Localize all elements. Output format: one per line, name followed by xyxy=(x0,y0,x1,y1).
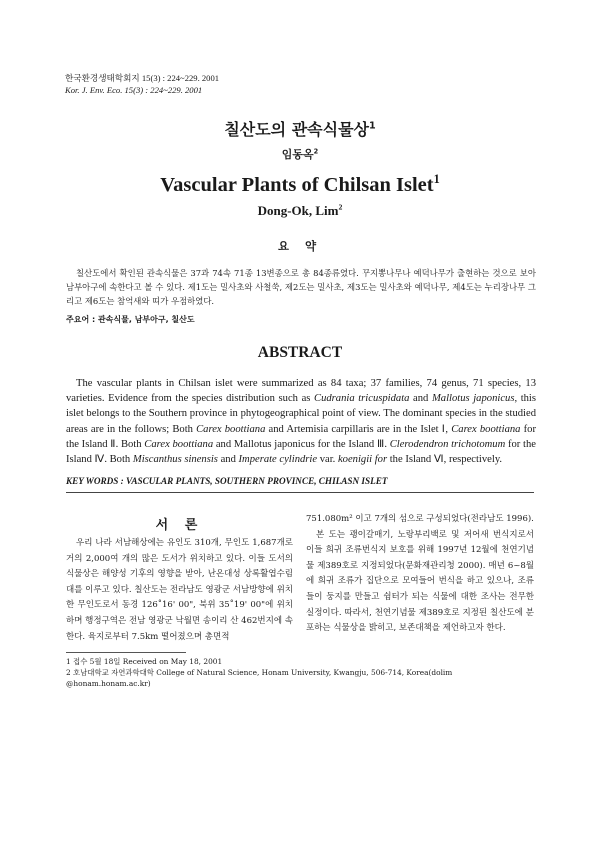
footnote-1: 1 접수 5월 18일 Received on May 18, 2001 xyxy=(66,657,223,666)
intro-left-column: 우리 나라 서남해상에는 유인도 310개, 무인도 1,687개로 거의 2,000여 개의 많은 도서가 위치하고 있다. 이들 도서의 식물상은 해양성 기후의 영향을 받아, 난온대성 상록활엽수림대를 이루고 있다. 칠산도는 전라남도 영광군 서남방향에 위치한 무인도로서 동경 126˚16' 00", 북위 35˚19' 00"에 위치하며 행정구역은 전남 영광군 낙월면 송이리 산 462번지에 속한다. 육지로부터 7.5km 떨어졌으며 총면적 xyxy=(66,538,293,642)
title-korean-text: 칠산도의 관속식물상 xyxy=(224,120,369,139)
species-name: Clerodendron trichotomum xyxy=(389,438,506,450)
species-name: Mallotus japonicus xyxy=(431,393,515,405)
author-korean-text: 임동옥 xyxy=(281,148,314,161)
species-name: Carex boottiana xyxy=(196,423,266,435)
species-name: Miscanthus sinensis xyxy=(132,454,218,466)
species-name: Imperate cylindrie xyxy=(238,454,318,466)
author-english xyxy=(0,203,600,219)
abstract-part: var. xyxy=(317,454,338,466)
species-name: Cudrania tricuspidata xyxy=(314,393,410,405)
species-name: Carex boottiana xyxy=(144,438,214,450)
abstract-part: and Artemisia carpillaris are in the Islet Ⅰ, xyxy=(265,423,452,435)
author-english-text: Dong-Ok, Lim xyxy=(257,203,339,218)
section-divider xyxy=(66,492,534,493)
intro-right-para-1: 751.080m² 이고 7개의 섬으로 구성되었다(전라남도 1996). xyxy=(306,514,534,524)
intro-right-para-2: 본 도는 괭이갈매기, 노랑부리백로 및 저어새 번식지로서 이들 희귀 조류번식지 보호를 위해 1997년 12월에 천연기념물 제389호로 지정되었다(문화재관리청 2000). 매년 6~8월에 희귀 조류가 집단으로 모여들어 번식을 하고 있으나, 조류들이 둥지를 만들고 쉼터가 되는 식물에 대한 조사는 전무한 실정이다. 따라서, 천연기념물 제389호로 지정된 칠산도에 분포하는 식물상을 밝히고, 보존대책을 제언하고자 한다. xyxy=(306,529,534,634)
abstract-part: for the Island Ⅱ. Both xyxy=(66,423,536,450)
summary-ko-text: 칠산도에서 확인된 관속식물은 37과 74속 71종 13변종으로 총 84종류였다. 꾸지뽕나무나 예덕나무가 출현하는 것으로 보아 남부아구에 속한다고 볼 수 있다. 제1도는 밀사초와 사철쑥, 제2도는 밀사초, 제3도는 밀사초와 예덕나무, 제4도는 누리장나무 그리고 제6도는 참억새와 띠가 우점하였다. xyxy=(66,268,536,306)
title-korean-sup: 1 xyxy=(369,120,376,132)
author-korean xyxy=(0,146,600,162)
abstract-part: and xyxy=(217,454,239,466)
footnote-2: 2 호남대학교 자연과학대학 College of Natural Science, Honam University, Kwangju, 506-714, Korea(dolim @honam.honam.ac.kr) xyxy=(66,668,453,688)
title-english-text: Vascular Plants of Chilsan Islet xyxy=(160,174,434,196)
abstract-part: and Mallotus japonicus for the Island Ⅲ. xyxy=(213,438,390,450)
abstract-part: The vascular plants in Chilsan islet were summarized as 84 taxa; 37 families, 74 genus, 71 species, 13 varieties. Evidence from the species distribution such as xyxy=(66,378,536,405)
title-korean xyxy=(0,117,600,140)
journal-citation-en: Kor. J. Env. Eco. 15(3) : 224~229. 2001 xyxy=(65,85,203,95)
abstract-part: , this islet belongs to the Southern province in phytogeographical point of view. The dominant species in the studied areas are in the follows; Both xyxy=(66,393,536,435)
title-english-sup: 1 xyxy=(433,172,440,187)
intro-heading: 서 론 xyxy=(155,518,204,533)
species-name: Carex boottiana xyxy=(451,423,521,435)
abstract-part: the Island Ⅵ, respectively. xyxy=(387,454,503,466)
keywords-en: KEY WORDS : VASCULAR PLANTS, SOUTHERN PROVINCE, CHILASN ISLET xyxy=(66,476,388,486)
abstract-heading: ABSTRACT xyxy=(257,344,343,361)
footnote-divider xyxy=(66,652,186,653)
author-korean-sup: 2 xyxy=(313,147,319,156)
journal-citation-ko: 한국환경생태학회지 15(3) : 224~229. 2001 xyxy=(65,73,220,83)
abstract-part: and xyxy=(409,393,432,405)
summary-ko-heading: 요 약 xyxy=(277,239,323,253)
title-english xyxy=(0,174,600,197)
author-english-sup: 2 xyxy=(338,202,343,212)
abstract-text xyxy=(66,376,536,467)
keywords-ko: 주요어 : 관속식물, 남부아구, 칠산도 xyxy=(66,315,195,324)
intro-right-column xyxy=(306,512,534,637)
species-name: koenigii for xyxy=(337,454,388,466)
abstract-part: for the Island Ⅳ. Both xyxy=(66,438,536,466)
